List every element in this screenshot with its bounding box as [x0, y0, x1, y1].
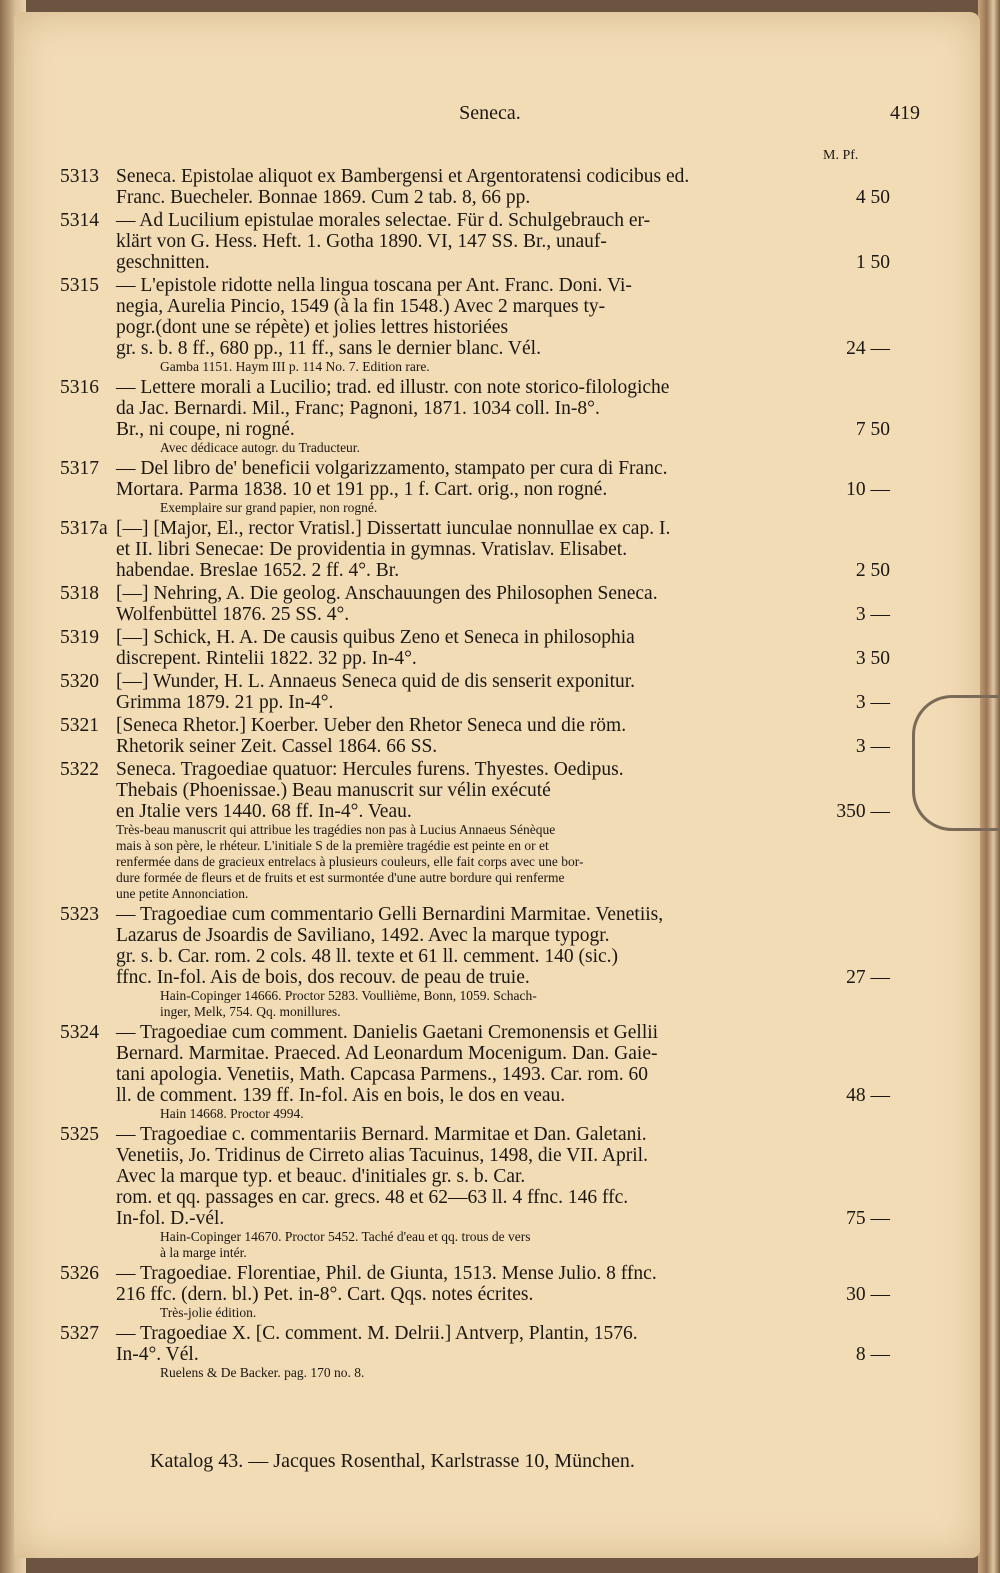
- entry-line: Franc. Buecheler. Bonnae 1869. Cum 2 tab. 8, 66 pp.: [116, 187, 531, 208]
- entry-body: [60, 904, 890, 988]
- entry-line: — Ad Lucilium epistulae morales selectae. Für d. Schulgebrauch er-: [116, 210, 651, 231]
- entry-line: ffnc. In-fol. Ais de bois, dos recouv. de peau de truie.: [116, 967, 530, 988]
- entry-line: gr. s. b. 8 ff., 680 pp., 11 ff., sans le dernier blanc. Vél.: [116, 338, 541, 359]
- entry-line: ll. de comment. 139 ff. In-fol. Ais en bois, le dos en veau.: [116, 1085, 566, 1106]
- entry-note: une petite Annonciation.: [116, 886, 249, 901]
- entry-price: 3 50: [855, 648, 890, 669]
- entry-number: 5316: [60, 377, 99, 398]
- entry-body: [60, 518, 890, 581]
- entry-line: Seneca. Epistolae aliquot ex Bambergensi et Argentoratensi codicibus ed.: [116, 166, 690, 187]
- entry-line: 216 ffc. (dern. bl.) Pet. in-8°. Cart. Qqs. notes écrites.: [116, 1284, 534, 1305]
- entry-line: Mortara. Parma 1838. 10 et 191 pp., 1 f. Cart. orig., non rogné.: [116, 479, 608, 500]
- entry-line: [—] [Major, El., rector Vratisl.] Dissertatt iunculae nonnullae ex cap. I.: [116, 518, 671, 539]
- catalog-entry: [60, 671, 890, 713]
- entry-line: [—] Wunder, H. L. Annaeus Seneca quid de dis senserit exponitur.: [116, 671, 636, 692]
- entry-note: renfermée dans de gracieux entrelacs à plusieurs couleurs, elle fait corps avec une bor-: [116, 854, 584, 869]
- entry-line: [—] Schick, H. A. De causis quibus Zeno et Seneca in philosophia: [116, 627, 635, 648]
- entry-line: en Jtalie vers 1440. 68 ff. In-4°. Veau.: [116, 801, 412, 822]
- entry-line: negia, Aurelia Pincio, 1549 (à la fin 1548.) Avec 2 marques ty-: [116, 296, 606, 317]
- entry-body: [60, 275, 890, 359]
- catalog-entry: [60, 458, 890, 516]
- catalog-entry: [60, 1263, 890, 1321]
- entry-note: Hain 14668. Proctor 4994.: [160, 1106, 304, 1121]
- entry-price: 4 50: [855, 187, 890, 208]
- entry-price: 350 —: [836, 801, 890, 822]
- entry-note: Très-beau manuscrit qui attribue les tragédies non pas à Lucius Annaeus Sénèque: [116, 822, 556, 837]
- running-title: Seneca.: [459, 102, 521, 124]
- catalog-entry: [60, 627, 890, 669]
- entry-line: [Seneca Rhetor.] Koerber. Ueber den Rhetor Seneca und die röm.: [116, 715, 627, 736]
- entry-line: — Tragoediae c. commentariis Bernard. Marmitae et Dan. Galetani.: [116, 1124, 647, 1145]
- entry-line: Avec la marque typ. et beauc. d'initiales gr. s. b. Car.: [116, 1166, 526, 1187]
- entry-note: Très-jolie édition.: [160, 1305, 257, 1320]
- entry-line: Grimma 1879. 21 pp. In-4°.: [116, 692, 334, 713]
- entry-note: Ruelens & De Backer. pag. 170 no. 8.: [160, 1365, 365, 1380]
- entry-line: et II. libri Senecae: De providentia in gymnas. Vratislav. Elisabet.: [116, 539, 628, 560]
- entry-line: In-fol. D.-vél.: [116, 1208, 225, 1229]
- entry-price: 27 —: [846, 967, 890, 988]
- entry-price: 10 —: [846, 479, 890, 500]
- entry-line: Rhetorik seiner Zeit. Cassel 1864. 66 SS.: [116, 736, 438, 757]
- entry-line: Seneca. Tragoediae quatuor: Hercules furens. Thyestes. Oedipus.: [116, 759, 624, 780]
- entry-number: 5317: [60, 458, 99, 479]
- entry-line: discrepent. Rintelii 1822. 32 pp. In-4°.: [116, 648, 417, 669]
- entry-price: 2 50: [855, 560, 890, 581]
- entry-number: 5327: [60, 1323, 99, 1344]
- entry-body: [60, 583, 890, 625]
- entry-number: 5323: [60, 904, 99, 925]
- entry-line: — Tragoediae X. [C. comment. M. Delrii.] Antverp, Plantin, 1576.: [116, 1323, 638, 1344]
- catalog-entry: [60, 210, 890, 273]
- catalog-entry: [60, 275, 890, 375]
- entry-number: 5314: [60, 210, 99, 231]
- entry-number: 5320: [60, 671, 99, 692]
- entry-line: rom. et qq. passages en car. grecs. 48 et 62—63 ll. 4 ffnc. 146 ffc.: [116, 1187, 629, 1208]
- entry-number: 5324: [60, 1022, 99, 1043]
- entry-price: 1 50: [855, 252, 890, 273]
- catalog-entry: [60, 1124, 890, 1261]
- entry-price: 3 —: [855, 604, 890, 625]
- entry-line: In-4°. Vél.: [116, 1344, 199, 1365]
- entry-body: [60, 759, 890, 822]
- entry-body: [60, 627, 890, 669]
- catalog-entry: [60, 715, 890, 757]
- entry-body: [60, 210, 890, 273]
- entry-line: Br., ni coupe, ni rogné.: [116, 419, 295, 440]
- entry-line: — L'epistole ridotte nella lingua toscana per Ant. Franc. Doni. Vi-: [116, 275, 632, 296]
- catalog-entries: [60, 166, 890, 1383]
- entry-note: Gamba 1151. Haym III p. 114 No. 7. Edition rare.: [160, 359, 430, 374]
- entry-number: 5321: [60, 715, 99, 736]
- catalog-entry: [60, 1323, 890, 1381]
- entry-line: Wolfenbüttel 1876. 25 SS. 4°.: [116, 604, 350, 625]
- entry-line: pogr.(dont une se répète) et jolies lettres historiées: [116, 317, 509, 338]
- entry-price: 3 —: [855, 736, 890, 757]
- entry-body: [60, 1124, 890, 1229]
- entry-line: — Tragoediae cum comment. Danielis Gaetani Cremonensis et Gellii: [116, 1022, 659, 1043]
- entry-number: 5315: [60, 275, 99, 296]
- entry-note: dure formée de fleurs et de fruits et est surmontée d'une autre bordure qui renferme: [116, 870, 565, 885]
- entry-number: 5319: [60, 627, 99, 648]
- entry-line: da Jac. Bernardi. Mil., Franc; Pagnoni, 1871. 1034 coll. In-8°.: [116, 398, 600, 419]
- entry-body: [60, 377, 890, 440]
- currency-column-label: M. Pf.: [823, 148, 859, 163]
- entry-note: Exemplaire sur grand papier, non rogné.: [160, 500, 378, 515]
- entry-line: Thebais (Phoenissae.) Beau manuscrit sur vélin exécuté: [116, 780, 551, 801]
- entry-line: geschnitten.: [116, 252, 210, 273]
- page-header: [60, 102, 920, 126]
- entry-note: Hain-Copinger 14666. Proctor 5283. Voullième, Bonn, 1059. Schach-: [160, 988, 537, 1003]
- entry-price: 48 —: [846, 1085, 890, 1106]
- entry-note: inger, Melk, 754. Qq. monillures.: [160, 1004, 341, 1019]
- entry-price: 30 —: [846, 1284, 890, 1305]
- entry-line: habendae. Breslae 1652. 2 ff. 4°. Br.: [116, 560, 400, 581]
- catalog-entry: [60, 518, 890, 581]
- page-number: 419: [890, 102, 920, 124]
- entry-note: Avec dédicace autogr. du Traducteur.: [160, 440, 360, 455]
- entry-line: — Tragoediae. Florentiae, Phil. de Giunta, 1513. Mense Julio. 8 ffnc.: [116, 1263, 657, 1284]
- catalog-entry: [60, 1022, 890, 1122]
- entry-body: [60, 1323, 890, 1365]
- entry-number: 5326: [60, 1263, 99, 1284]
- entry-price: 7 50: [855, 419, 890, 440]
- entry-number: 5317a: [60, 518, 108, 539]
- entry-body: [60, 671, 890, 713]
- entry-number: 5325: [60, 1124, 99, 1145]
- entry-note: mais à son père, le rhéteur. L'initiale S de la première tragédie est peinte en or et: [116, 838, 549, 853]
- entry-line: tani apologia. Venetiis, Math. Capcasa Parmens., 1493. Car. rom. 60: [116, 1064, 649, 1085]
- catalog-entry: [60, 377, 890, 456]
- entry-price: 3 —: [855, 692, 890, 713]
- catalog-entry: [60, 759, 890, 902]
- entry-price: 8 —: [855, 1344, 890, 1365]
- entry-line: Bernard. Marmitae. Praeced. Ad Leonardum Mocenigum. Dan. Gaie-: [116, 1043, 658, 1064]
- entry-body: [60, 166, 890, 208]
- entry-line: — Lettere morali a Lucilio; trad. ed illustr. con note storico-filologiche: [116, 377, 670, 398]
- entry-note: Hain-Copinger 14670. Proctor 5452. Taché d'eau et qq. trous de vers: [160, 1229, 531, 1244]
- entry-price: 24 —: [846, 338, 890, 359]
- page-footer: Katalog 43. — Jacques Rosenthal, Karlstrasse 10, München.: [150, 1450, 635, 1472]
- entry-note: à la marge intér.: [160, 1245, 247, 1260]
- catalog-entry: [60, 166, 890, 208]
- entry-line: Lazarus de Jsoardis de Saviliano, 1492. Avec la marque typogr.: [116, 925, 610, 946]
- entry-number: 5318: [60, 583, 99, 604]
- entry-body: [60, 458, 890, 500]
- entry-body: [60, 715, 890, 757]
- entry-price: 75 —: [846, 1208, 890, 1229]
- entry-line: — Tragoediae cum commentario Gelli Bernardini Marmitae. Venetiis,: [116, 904, 664, 925]
- entry-line: Venetiis, Jo. Tridinus de Cirreto alias Tacuinus, 1498, die VII. April.: [116, 1145, 648, 1166]
- entry-line: — Del libro de' beneficii volgarizzamento, stampato per cura di Franc.: [116, 458, 668, 479]
- entry-line: gr. s. b. Car. rom. 2 cols. 48 ll. texte et 61 ll. cemment. 140 (sic.): [116, 946, 619, 967]
- paper-clip: [912, 695, 1000, 831]
- entry-line: [—] Nehring, A. Die geolog. Anschauungen des Philosophen Seneca.: [116, 583, 658, 604]
- entry-line: klärt von G. Hess. Heft. 1. Gotha 1890. VI, 147 SS. Br., unauf-: [116, 231, 607, 252]
- catalog-entry: [60, 904, 890, 1020]
- entry-number: 5313: [60, 166, 99, 187]
- entry-number: 5322: [60, 759, 99, 780]
- entry-body: [60, 1022, 890, 1106]
- entry-body: [60, 1263, 890, 1305]
- catalog-entry: [60, 583, 890, 625]
